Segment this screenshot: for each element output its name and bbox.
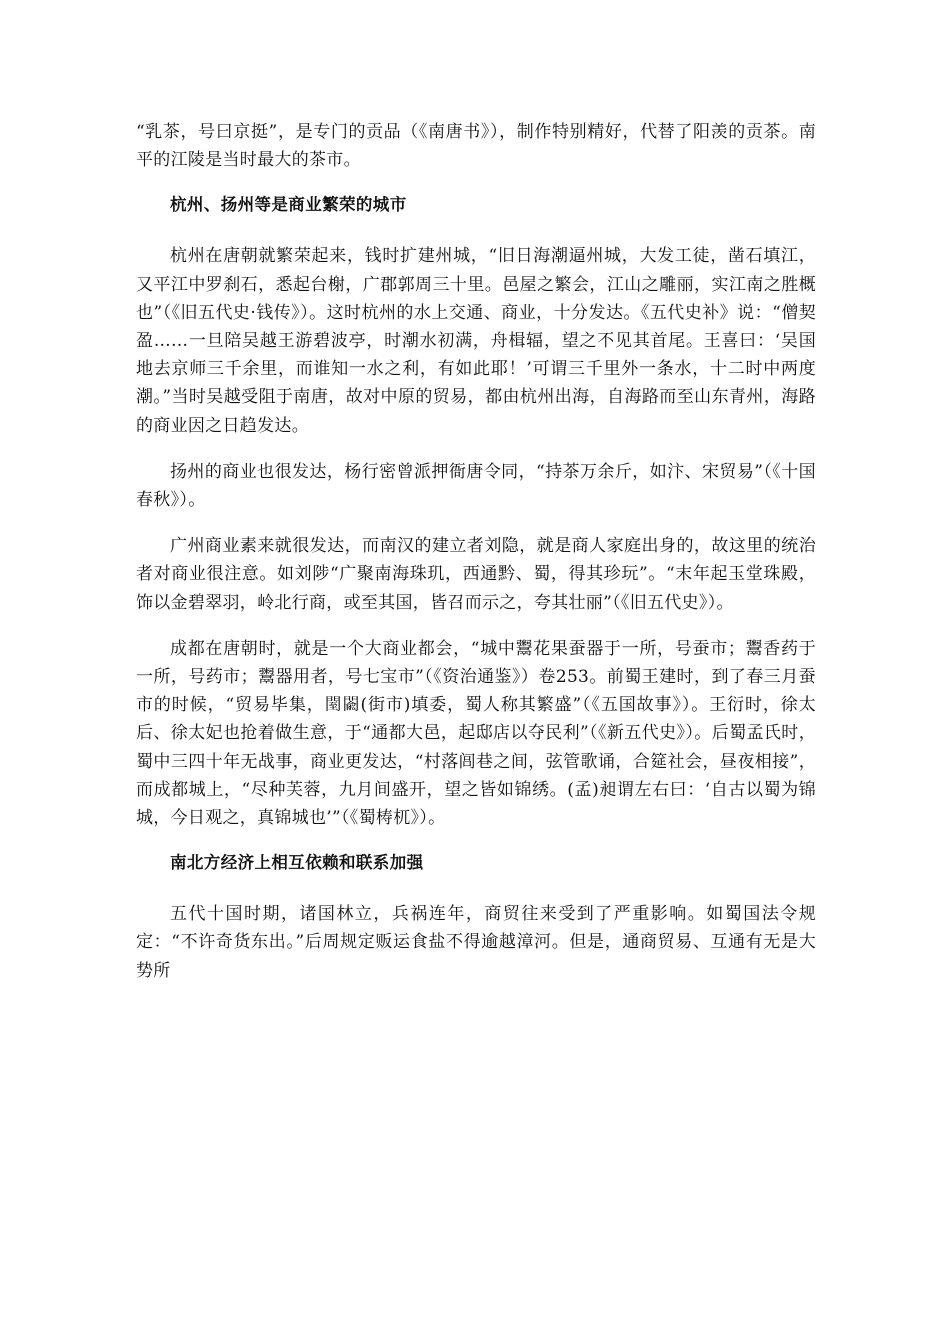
paragraph-hangzhou: 杭州在唐朝就繁荣起来，钱时扩建州城，“旧日海潮逼州城，大发工徒，凿石填江，又平江中罗刹石，悉起台榭，广郡郭周三十里。邑屋之繁会，江山之雕丽，实江南之胜概也”（《旧五代史·钱传》）。这时杭州的水上交通、商业，十分发达。《五代史补》说：“僧契盈……一旦陪吴越王游碧波亭，时潮水初满，舟楫辐，望之不见其首尾。王喜曰：‘吴国地去京师三千余里，而谁知一水之利，有如此耶！’可谓三千里外一条水，十二时中两度潮。”当时吴越受阻于南唐，故对中原的贸易，都由杭州出海，自海路而至山东青州，海路的商业因之日趋发达。: [136, 246, 816, 436]
section-heading-north-south-economy: 南北方经济上相互依赖和联系加强: [170, 853, 424, 873]
section-heading-hangzhou-yangzhou: 杭州、扬州等是商业繁荣的城市: [170, 195, 407, 215]
paragraph-yangzhou: 扬州的商业也很发达，杨行密曾派押衙唐令同，“持茶万余斤，如汴、宋贸易”（《十国春秋》）。: [136, 461, 816, 511]
paragraph-tea-tribute: “乳茶，号曰京挺”，是专门的贡品（《南唐书》），制作特别精好，代替了阳羡的贡茶。南平的江陵是当时最大的茶市。: [136, 122, 816, 171]
paragraph-guangzhou: 广州商业素来就很发达，而南汉的建立者刘隐，就是商人家庭出身的，故这里的统治者对商业很注意。如刘陟“广聚南海珠玑，西通黔、蜀，得其珍玩”。“末年起玉堂珠殿，饰以金碧翠羽，岭北行商，或至其国，皆召而示之，夸其壮丽”（《旧五代史》）。: [136, 536, 816, 613]
paragraph-five-dynasties-trade: 五代十国时期，诸国林立，兵祸连年，商贸往来受到了严重影响。如蜀国法令规定：“不许奇货东出。”后周规定贩运食盐不得逾越漳河。但是，通商贸易、互通有无是大势所: [136, 904, 816, 981]
paragraph-chengdu: 成都在唐朝时，就是一个大商业都会，“城中鬻花果蚕器于一所，号蚕市；鬻香药于一所，号药市；鬻器用者，号七宝市”（《资治通鉴》）卷253。前蜀王建时，到了春三月蚕市的时候，“贸易毕集，𨴗𨵦(街市)填委，蜀人称其繁盛”（《五国故事》）。王衍时，徐太后、徐太妃也抢着做生意，于“通都大邑，起邸店以夺民利”（《新五代史》）。后蜀孟氏时，蜀中三四十年无战事，商业更发达，“村落闾巷之间，弦管歌诵，合筵社会，昼夜相接”，而成都城上，“尽种芙蓉，九月间盛开，望之皆如锦绣。(孟)昶谓左右曰：‘自古以蜀为锦城，今日观之，真锦城也’”（《蜀梼杌》）。: [136, 638, 816, 829]
document-body: [136, 118, 816, 1003]
